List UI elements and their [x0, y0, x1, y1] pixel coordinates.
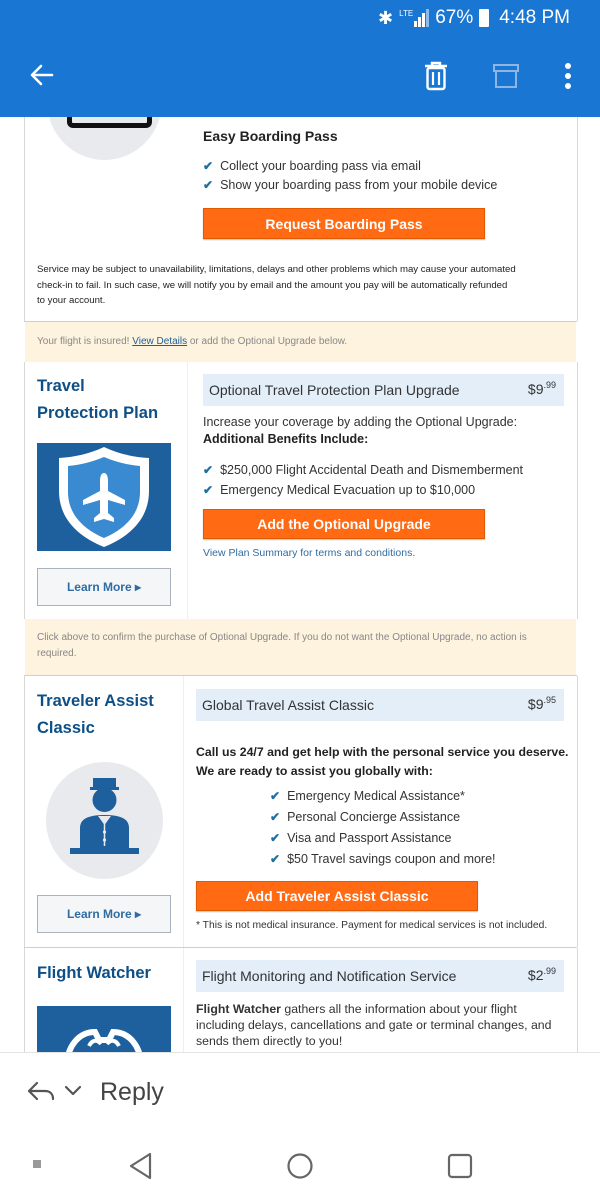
reply-icon: [26, 1079, 56, 1105]
list-item: ✔ Collect your boarding pass via email: [203, 159, 421, 173]
chevron-down-icon: [64, 1083, 82, 1097]
boarding-pass-illustration: [47, 117, 162, 160]
battery-icon: [479, 9, 489, 27]
home-nav-button[interactable]: [286, 1152, 314, 1180]
boarding-pass-title: Easy Boarding Pass: [203, 128, 338, 144]
app-header: [0, 0, 600, 117]
shield-plane-image: [37, 443, 171, 551]
triangle-back-icon: [128, 1152, 154, 1180]
reply-label[interactable]: Reply: [100, 1078, 164, 1106]
binoculars-icon: [37, 1006, 171, 1052]
assist-footnote: * This is not medical insurance. Payment for medical services is not included.: [196, 920, 548, 931]
confirm-notice: [25, 619, 576, 675]
list-item: ✔ Emergency Medical Assistance*: [270, 789, 465, 803]
insured-notice-text: Your flight is insured!: [37, 336, 133, 347]
plan-name: Optional Travel Protection Plan Upgrade: [209, 382, 460, 398]
shield-plane-icon: [37, 443, 171, 551]
add-optional-upgrade-button[interactable]: Add the Optional Upgrade: [203, 509, 485, 539]
recents-nav-button[interactable]: [446, 1152, 474, 1180]
list-item: ✔ Emergency Medical Evacuation up to $10,000: [203, 483, 476, 497]
list-item: ✔ Visa and Passport Assistance: [270, 831, 452, 845]
back-button[interactable]: [28, 60, 56, 90]
view-details-link[interactable]: View Details: [132, 336, 188, 347]
traveler-assist-card: [24, 676, 578, 947]
list-item: ✔ Show your boarding pass from your mobile device: [203, 178, 498, 192]
add-traveler-assist-button[interactable]: Add Traveler Assist Classic: [196, 881, 478, 911]
email-body: [0, 117, 600, 1052]
section-title: Travel Protection Plan: [37, 377, 159, 422]
section-title: Flight Watcher: [37, 964, 151, 982]
plan-name: Flight Monitoring and Notification Service: [202, 968, 457, 984]
insured-notice: [25, 322, 576, 362]
concierge-illustration: [46, 762, 163, 879]
learn-more-button[interactable]: Learn More ▸: [37, 895, 171, 933]
lte-label: LTE: [399, 9, 414, 18]
reply-options-button[interactable]: [64, 1083, 84, 1103]
back-nav-button[interactable]: [128, 1152, 154, 1180]
learn-more-button[interactable]: Learn More ▸: [37, 568, 171, 606]
battery-percent: 67%: [435, 7, 474, 28]
signal-icon: [399, 9, 429, 27]
system-nav-bar: [0, 1134, 600, 1200]
plan-price-bar: [203, 374, 564, 406]
concierge-icon: [46, 762, 163, 879]
archive-button[interactable]: [492, 62, 520, 90]
list-item: ✔ $50 Travel savings coupon and more!: [270, 852, 496, 866]
bluetooth-icon: ✱: [378, 7, 394, 28]
section-title: Traveler Assist Classic: [37, 692, 154, 737]
plan-price: $\$9^{.95}$: [527, 695, 556, 712]
insured-notice-suffix: or add the Optional Upgrade below.: [187, 336, 348, 347]
boarding-pass-card: [24, 117, 578, 321]
circle-home-icon: [286, 1152, 314, 1180]
flight-watcher-image: [37, 1006, 171, 1052]
plan-price: $\$9^{.99}$: [527, 380, 556, 397]
more-vert-icon: [562, 62, 574, 90]
square-recents-icon: [446, 1152, 474, 1180]
clock: 4:48 PM: [499, 7, 570, 28]
reply-bar: [0, 1052, 600, 1135]
coverage-intro: Increase your coverage by adding the Optional Upgrade:: [203, 415, 518, 429]
request-boarding-pass-button[interactable]: Request Boarding Pass: [203, 208, 485, 239]
plan-price: $\$2^{.99}$: [527, 966, 556, 983]
plan-price-bar: [196, 689, 564, 721]
more-options-button[interactable]: [562, 62, 574, 90]
boarding-disclaimer: Service may be subject to unavailability, limitations, delays and other problems which may cause your automated check-in to fail. In such case, we will notify you by email and the amount you pay will be automatically refunded to your account.: [37, 264, 516, 306]
trash-icon: [422, 60, 450, 92]
travel-protection-card: [24, 362, 578, 619]
delete-button[interactable]: [422, 60, 450, 92]
flight-watcher-card: [24, 948, 578, 1052]
plan-name: Global Travel Assist Classic: [202, 697, 374, 713]
status-bar: [378, 7, 570, 29]
plan-price-bar: [196, 960, 564, 992]
list-item: ✔ Personal Concierge Assistance: [270, 810, 461, 824]
plan-summary-link[interactable]: View Plan Summary for terms and conditions.: [203, 547, 416, 559]
reply-button[interactable]: [26, 1079, 66, 1109]
flight-watcher-description: Flight Watcher gathers all the information about your flight including delays, cancellations and gate or terminal changes, and sends them directly to you!: [196, 1002, 552, 1048]
list-item: ✔ $250,000 Flight Accidental Death and Dismemberment: [203, 463, 524, 477]
arrow-left-icon: [28, 60, 56, 90]
archive-icon: [492, 62, 520, 90]
confirm-notice-text: Click above to confirm the purchase of Optional Upgrade. If you do not want the Optional Upgrade, no action is required.: [37, 632, 527, 659]
benefits-label: Additional Benefits Include:: [203, 432, 369, 446]
assist-intro: Call us 24/7 and get help with the personal service you deserve. We are ready to assist you globally with:: [196, 745, 569, 778]
nav-dot-icon: [33, 1160, 41, 1168]
